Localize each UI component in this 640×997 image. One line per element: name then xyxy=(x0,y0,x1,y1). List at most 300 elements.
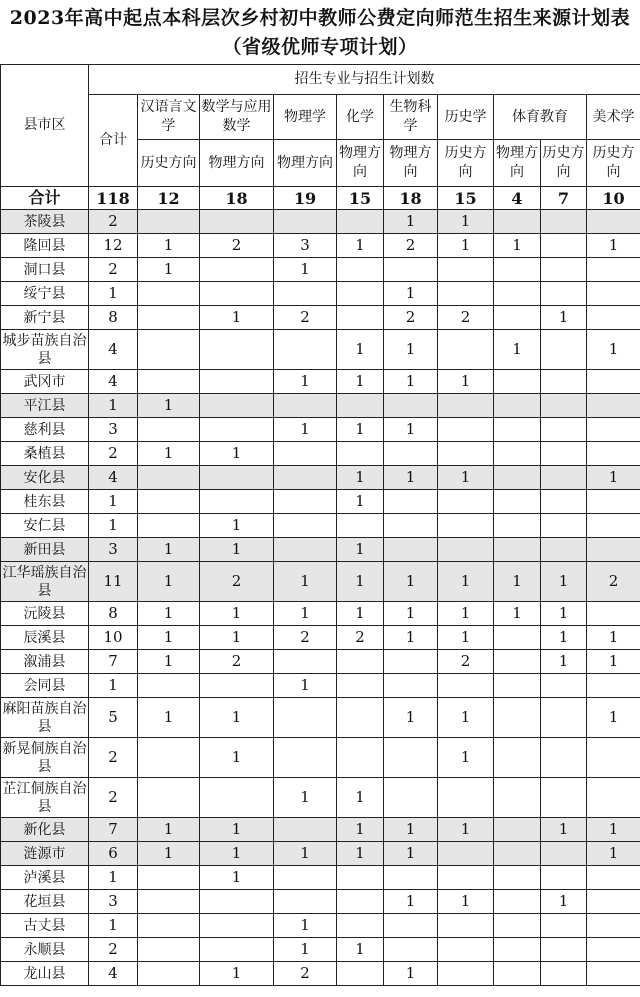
quota-cell xyxy=(494,674,541,698)
quota-cell: 1 xyxy=(384,698,438,738)
quota-cell xyxy=(587,738,640,778)
quota-cell xyxy=(541,866,587,890)
total-cell: 15 xyxy=(438,187,494,210)
quota-cell: 1 xyxy=(384,466,438,490)
quota-cell xyxy=(494,650,541,674)
quota-cell: 1 xyxy=(494,562,541,602)
quota-cell xyxy=(438,842,494,866)
quota-cell xyxy=(541,674,587,698)
quota-cell xyxy=(587,370,640,394)
quota-cell: 1 xyxy=(89,394,138,418)
quota-cell: 1 xyxy=(438,210,494,234)
quota-cell: 1 xyxy=(494,602,541,626)
county-name: 安化县 xyxy=(1,466,89,490)
quota-cell xyxy=(541,490,587,514)
quota-cell xyxy=(438,962,494,986)
quota-cell xyxy=(494,282,541,306)
quota-cell: 2 xyxy=(89,738,138,778)
quota-cell: 1 xyxy=(384,842,438,866)
quota-cell: 1 xyxy=(384,962,438,986)
quota-cell: 2 xyxy=(587,562,640,602)
quota-cell xyxy=(541,330,587,370)
table-row xyxy=(1,738,640,778)
quota-cell xyxy=(138,466,200,490)
table-row xyxy=(1,842,640,866)
header-direction: 历史方向 xyxy=(138,140,200,187)
quota-cell: 1 xyxy=(138,818,200,842)
quota-cell: 1 xyxy=(337,842,384,866)
quota-cell xyxy=(541,538,587,562)
quota-cell xyxy=(384,490,438,514)
quota-cell xyxy=(200,674,274,698)
table-row xyxy=(1,210,640,234)
quota-cell xyxy=(200,394,274,418)
quota-cell xyxy=(541,738,587,778)
quota-cell: 1 xyxy=(274,562,337,602)
quota-cell: 2 xyxy=(384,306,438,330)
quota-cell xyxy=(587,674,640,698)
quota-cell xyxy=(438,778,494,818)
header-direction: 物理方向 xyxy=(384,140,438,187)
table-row xyxy=(1,890,640,914)
quota-cell xyxy=(200,466,274,490)
table-row xyxy=(1,330,640,370)
quota-cell xyxy=(494,914,541,938)
quota-cell: 1 xyxy=(89,514,138,538)
quota-cell: 5 xyxy=(89,698,138,738)
quota-cell: 7 xyxy=(89,818,138,842)
quota-cell xyxy=(587,962,640,986)
quota-cell xyxy=(337,674,384,698)
quota-cell xyxy=(438,514,494,538)
quota-cell xyxy=(384,442,438,466)
quota-cell: 2 xyxy=(384,234,438,258)
total-cell: 118 xyxy=(89,187,138,210)
title-line-2: （省级优师专项计划） xyxy=(222,36,418,58)
quota-cell xyxy=(541,282,587,306)
table-row xyxy=(1,234,640,258)
quota-cell: 1 xyxy=(200,442,274,466)
quota-cell xyxy=(438,258,494,282)
table-row xyxy=(1,914,640,938)
quota-cell xyxy=(274,890,337,914)
table-row xyxy=(1,394,640,418)
quota-cell: 2 xyxy=(200,562,274,602)
quota-cell: 1 xyxy=(438,738,494,778)
quota-cell: 1 xyxy=(438,602,494,626)
quota-cell: 1 xyxy=(384,562,438,602)
quota-cell: 8 xyxy=(89,602,138,626)
header-major: 数学与应用数学 xyxy=(200,95,274,140)
table-row xyxy=(1,370,640,394)
quota-cell: 1 xyxy=(541,306,587,330)
quota-cell xyxy=(384,914,438,938)
quota-cell: 1 xyxy=(337,938,384,962)
quota-cell: 1 xyxy=(438,626,494,650)
quota-cell xyxy=(438,282,494,306)
quota-cell: 1 xyxy=(337,418,384,442)
county-name: 隆回县 xyxy=(1,234,89,258)
quota-cell: 1 xyxy=(274,674,337,698)
quota-cell xyxy=(494,538,541,562)
quota-cell: 1 xyxy=(384,818,438,842)
quota-cell xyxy=(337,650,384,674)
quota-cell xyxy=(200,914,274,938)
quota-cell: 1 xyxy=(587,650,640,674)
quota-cell: 2 xyxy=(89,778,138,818)
quota-cell xyxy=(541,514,587,538)
quota-cell xyxy=(274,490,337,514)
quota-cell xyxy=(138,282,200,306)
quota-cell xyxy=(384,538,438,562)
quota-cell xyxy=(384,938,438,962)
quota-cell xyxy=(200,258,274,282)
quota-cell xyxy=(138,210,200,234)
quota-cell: 1 xyxy=(200,698,274,738)
quota-cell xyxy=(274,866,337,890)
quota-cell: 1 xyxy=(337,818,384,842)
quota-cell: 1 xyxy=(384,330,438,370)
quota-cell xyxy=(494,962,541,986)
table-row xyxy=(1,778,640,818)
quota-cell xyxy=(587,602,640,626)
county-name: 桑植县 xyxy=(1,442,89,466)
quota-cell xyxy=(494,514,541,538)
county-name: 桂东县 xyxy=(1,490,89,514)
county-name: 新晃侗族自治县 xyxy=(1,738,89,778)
quota-cell xyxy=(587,258,640,282)
quota-cell xyxy=(541,394,587,418)
quota-cell xyxy=(494,778,541,818)
quota-cell xyxy=(337,442,384,466)
county-name: 洞口县 xyxy=(1,258,89,282)
quota-cell xyxy=(337,738,384,778)
table-row xyxy=(1,674,640,698)
quota-cell: 1 xyxy=(138,602,200,626)
quota-cell xyxy=(200,938,274,962)
quota-cell xyxy=(494,818,541,842)
quota-cell xyxy=(587,514,640,538)
quota-cell xyxy=(438,866,494,890)
quota-cell: 1 xyxy=(138,538,200,562)
quota-cell: 1 xyxy=(89,490,138,514)
quota-cell xyxy=(138,914,200,938)
quota-cell: 3 xyxy=(89,418,138,442)
quota-cell: 11 xyxy=(89,562,138,602)
quota-cell xyxy=(274,210,337,234)
quota-cell: 1 xyxy=(138,442,200,466)
quota-cell xyxy=(138,330,200,370)
total-cell: 18 xyxy=(384,187,438,210)
county-name: 古丈县 xyxy=(1,914,89,938)
county-name: 花垣县 xyxy=(1,890,89,914)
quota-cell: 1 xyxy=(274,778,337,818)
quota-cell xyxy=(438,538,494,562)
quota-cell: 1 xyxy=(200,602,274,626)
quota-cell: 1 xyxy=(138,234,200,258)
quota-cell xyxy=(438,442,494,466)
quota-cell: 1 xyxy=(138,562,200,602)
quota-cell xyxy=(587,538,640,562)
quota-cell xyxy=(384,394,438,418)
quota-cell: 6 xyxy=(89,842,138,866)
quota-cell xyxy=(384,514,438,538)
quota-cell: 1 xyxy=(384,890,438,914)
quota-cell xyxy=(541,778,587,818)
quota-cell: 1 xyxy=(587,626,640,650)
header-county: 县市区 xyxy=(1,65,89,187)
county-name: 泸溪县 xyxy=(1,866,89,890)
quota-cell: 1 xyxy=(494,234,541,258)
quota-cell: 1 xyxy=(337,602,384,626)
quota-cell xyxy=(200,330,274,370)
quota-cell: 2 xyxy=(274,962,337,986)
quota-cell xyxy=(587,394,640,418)
table-row xyxy=(1,938,640,962)
quota-cell: 1 xyxy=(200,842,274,866)
quota-cell xyxy=(274,442,337,466)
header-major: 物理学 xyxy=(274,95,337,140)
quota-cell xyxy=(494,306,541,330)
total-label: 合计 xyxy=(1,187,89,210)
quota-cell xyxy=(337,514,384,538)
table-row xyxy=(1,490,640,514)
quota-cell xyxy=(337,914,384,938)
quota-cell xyxy=(541,370,587,394)
quota-cell xyxy=(337,866,384,890)
quota-cell xyxy=(384,866,438,890)
quota-cell: 1 xyxy=(541,650,587,674)
quota-cell: 1 xyxy=(587,234,640,258)
county-name: 溆浦县 xyxy=(1,650,89,674)
quota-cell: 1 xyxy=(200,538,274,562)
table-row xyxy=(1,466,640,490)
quota-cell: 1 xyxy=(138,258,200,282)
table-row xyxy=(1,818,640,842)
county-name: 新宁县 xyxy=(1,306,89,330)
quota-cell: 1 xyxy=(138,626,200,650)
quota-cell xyxy=(274,818,337,842)
quota-cell xyxy=(494,842,541,866)
quota-cell: 1 xyxy=(587,842,640,866)
quota-cell xyxy=(438,490,494,514)
quota-cell: 1 xyxy=(438,562,494,602)
quota-cell: 2 xyxy=(438,650,494,674)
quota-cell: 1 xyxy=(200,962,274,986)
quota-cell: 1 xyxy=(274,258,337,282)
county-name: 新田县 xyxy=(1,538,89,562)
quota-cell: 1 xyxy=(200,738,274,778)
quota-cell xyxy=(200,282,274,306)
quota-cell: 1 xyxy=(200,626,274,650)
quota-cell: 1 xyxy=(384,626,438,650)
quota-cell: 2 xyxy=(438,306,494,330)
quota-cell xyxy=(200,210,274,234)
header-total: 合计 xyxy=(89,95,138,187)
quota-cell xyxy=(138,490,200,514)
quota-cell: 1 xyxy=(200,866,274,890)
quota-cell xyxy=(587,890,640,914)
quota-cell xyxy=(138,866,200,890)
plan-table xyxy=(0,64,640,986)
table-row xyxy=(1,538,640,562)
quota-cell: 1 xyxy=(138,698,200,738)
quota-cell: 1 xyxy=(200,306,274,330)
county-name: 慈利县 xyxy=(1,418,89,442)
quota-cell xyxy=(274,738,337,778)
quota-cell: 4 xyxy=(89,466,138,490)
quota-cell: 1 xyxy=(587,466,640,490)
quota-cell xyxy=(587,866,640,890)
quota-cell xyxy=(494,442,541,466)
quota-cell xyxy=(337,210,384,234)
header-major: 体育教育 xyxy=(494,95,587,140)
quota-cell xyxy=(337,258,384,282)
quota-cell xyxy=(494,258,541,282)
quota-cell xyxy=(587,938,640,962)
header-major: 汉语言文学 xyxy=(138,95,200,140)
county-name: 龙山县 xyxy=(1,962,89,986)
quota-cell: 1 xyxy=(200,514,274,538)
county-name: 平江县 xyxy=(1,394,89,418)
quota-cell: 2 xyxy=(89,210,138,234)
quota-cell xyxy=(587,490,640,514)
quota-cell xyxy=(541,466,587,490)
quota-cell xyxy=(438,418,494,442)
quota-cell xyxy=(337,306,384,330)
quota-cell: 1 xyxy=(438,234,494,258)
county-name: 永顺县 xyxy=(1,938,89,962)
quota-cell xyxy=(138,938,200,962)
title-line-1: 2023年高中起点本科层次乡村初中教师公费定向师范生招生来源计划表 xyxy=(9,7,631,29)
quota-cell: 1 xyxy=(384,602,438,626)
county-name: 辰溪县 xyxy=(1,626,89,650)
quota-cell xyxy=(541,418,587,442)
quota-cell: 1 xyxy=(337,490,384,514)
header-group: 招生专业与招生计划数 xyxy=(89,65,640,95)
quota-cell: 7 xyxy=(89,650,138,674)
quota-cell xyxy=(200,890,274,914)
quota-cell xyxy=(274,394,337,418)
quota-cell: 1 xyxy=(337,234,384,258)
quota-cell: 1 xyxy=(200,818,274,842)
quota-cell xyxy=(587,210,640,234)
table-row xyxy=(1,866,640,890)
quota-cell: 2 xyxy=(274,626,337,650)
page-title xyxy=(0,0,640,64)
quota-cell: 1 xyxy=(384,370,438,394)
quota-cell xyxy=(138,738,200,778)
table-row xyxy=(1,962,640,986)
quota-cell xyxy=(541,234,587,258)
quota-cell: 1 xyxy=(89,282,138,306)
table-row xyxy=(1,650,640,674)
county-name: 武冈市 xyxy=(1,370,89,394)
quota-cell xyxy=(494,466,541,490)
quota-cell xyxy=(274,330,337,370)
quota-cell xyxy=(337,282,384,306)
table-row xyxy=(1,562,640,602)
table-row xyxy=(1,282,640,306)
quota-cell: 2 xyxy=(89,258,138,282)
quota-cell xyxy=(587,282,640,306)
quota-cell xyxy=(200,778,274,818)
quota-cell xyxy=(274,466,337,490)
quota-cell xyxy=(541,962,587,986)
table-row xyxy=(1,258,640,282)
header-direction: 历史方向 xyxy=(587,140,640,187)
total-cell: 12 xyxy=(138,187,200,210)
quota-cell xyxy=(138,514,200,538)
quota-cell: 1 xyxy=(438,370,494,394)
county-name: 安仁县 xyxy=(1,514,89,538)
total-row xyxy=(1,187,640,210)
quota-cell xyxy=(587,778,640,818)
header-direction: 物理方向 xyxy=(494,140,541,187)
quota-cell: 1 xyxy=(138,394,200,418)
quota-cell xyxy=(541,914,587,938)
quota-cell xyxy=(384,738,438,778)
quota-cell: 1 xyxy=(89,866,138,890)
quota-cell xyxy=(494,394,541,418)
quota-cell xyxy=(494,698,541,738)
table-row xyxy=(1,698,640,738)
header-direction: 物理方向 xyxy=(200,140,274,187)
table-row xyxy=(1,626,640,650)
county-name: 新化县 xyxy=(1,818,89,842)
quota-cell xyxy=(494,418,541,442)
quota-cell: 3 xyxy=(89,538,138,562)
quota-cell xyxy=(541,938,587,962)
quota-cell xyxy=(541,698,587,738)
quota-cell: 4 xyxy=(89,962,138,986)
county-name: 沅陵县 xyxy=(1,602,89,626)
county-name: 江华瑶族自治县 xyxy=(1,562,89,602)
total-cell: 19 xyxy=(274,187,337,210)
quota-cell xyxy=(274,650,337,674)
quota-cell: 2 xyxy=(200,650,274,674)
quota-cell: 1 xyxy=(274,914,337,938)
quota-cell xyxy=(138,778,200,818)
quota-cell xyxy=(494,890,541,914)
header-direction: 历史方向 xyxy=(438,140,494,187)
quota-cell xyxy=(274,514,337,538)
quota-cell xyxy=(138,418,200,442)
quota-cell: 1 xyxy=(541,602,587,626)
quota-cell xyxy=(494,866,541,890)
quota-cell: 4 xyxy=(89,370,138,394)
quota-cell xyxy=(337,890,384,914)
county-name: 涟源市 xyxy=(1,842,89,866)
quota-cell: 1 xyxy=(384,282,438,306)
quota-cell xyxy=(384,674,438,698)
header-major: 化学 xyxy=(337,95,384,140)
quota-cell xyxy=(541,210,587,234)
quota-cell: 1 xyxy=(337,538,384,562)
quota-cell: 1 xyxy=(337,466,384,490)
quota-cell xyxy=(494,738,541,778)
quota-cell: 1 xyxy=(337,778,384,818)
county-name: 芷江侗族自治县 xyxy=(1,778,89,818)
table-row xyxy=(1,418,640,442)
quota-cell xyxy=(384,650,438,674)
quota-cell: 2 xyxy=(89,938,138,962)
quota-cell: 3 xyxy=(274,234,337,258)
quota-cell: 3 xyxy=(89,890,138,914)
total-cell: 18 xyxy=(200,187,274,210)
quota-cell: 1 xyxy=(274,418,337,442)
quota-cell: 1 xyxy=(274,602,337,626)
